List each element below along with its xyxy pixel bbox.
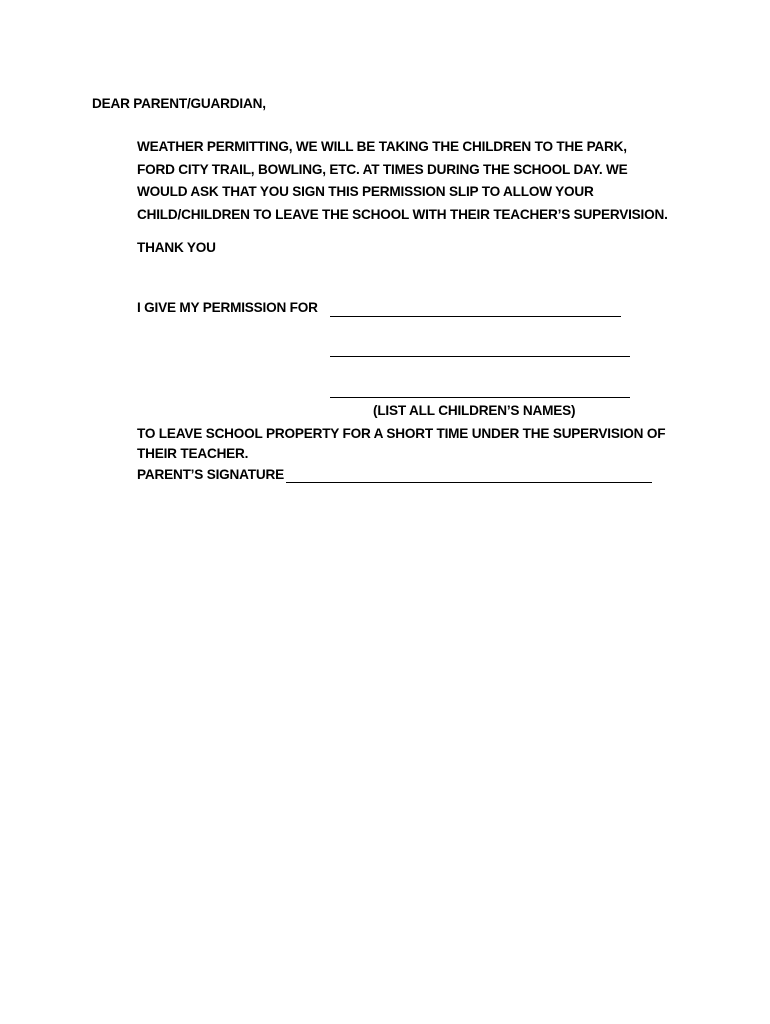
permission-label: I GIVE MY PERMISSION FOR	[137, 300, 318, 315]
child-name-field-2[interactable]	[330, 356, 630, 357]
children-names-note: (LIST ALL CHILDREN’S NAMES)	[373, 403, 576, 418]
closing-thank-you: THANK YOU	[137, 240, 216, 255]
greeting: DEAR PARENT/GUARDIAN,	[92, 96, 266, 111]
signature-label: PARENT’S SIGNATURE	[137, 467, 284, 482]
body-line: CHILD/CHILDREN TO LEAVE THE SCHOOL WITH THEIR TEACHER’S SUPERVISION.	[137, 206, 668, 222]
leave-statement-line: TO LEAVE SCHOOL PROPERTY FOR A SHORT TIME UNDER THE SUPERVISION OF	[137, 426, 666, 441]
child-name-field-1[interactable]	[330, 316, 621, 317]
signature-field[interactable]	[286, 482, 652, 483]
body-line: FORD CITY TRAIL, BOWLING, ETC. AT TIMES DURING THE SCHOOL DAY. WE	[137, 161, 628, 177]
child-name-field-3[interactable]	[330, 397, 630, 398]
leave-statement-line: THEIR TEACHER.	[137, 446, 249, 461]
letter-body	[137, 136, 668, 226]
body-line: WOULD ASK THAT YOU SIGN THIS PERMISSION SLIP TO ALLOW YOUR	[137, 184, 594, 199]
body-line: WEATHER PERMITTING, WE WILL BE TAKING THE CHILDREN TO THE PARK,	[137, 139, 627, 154]
